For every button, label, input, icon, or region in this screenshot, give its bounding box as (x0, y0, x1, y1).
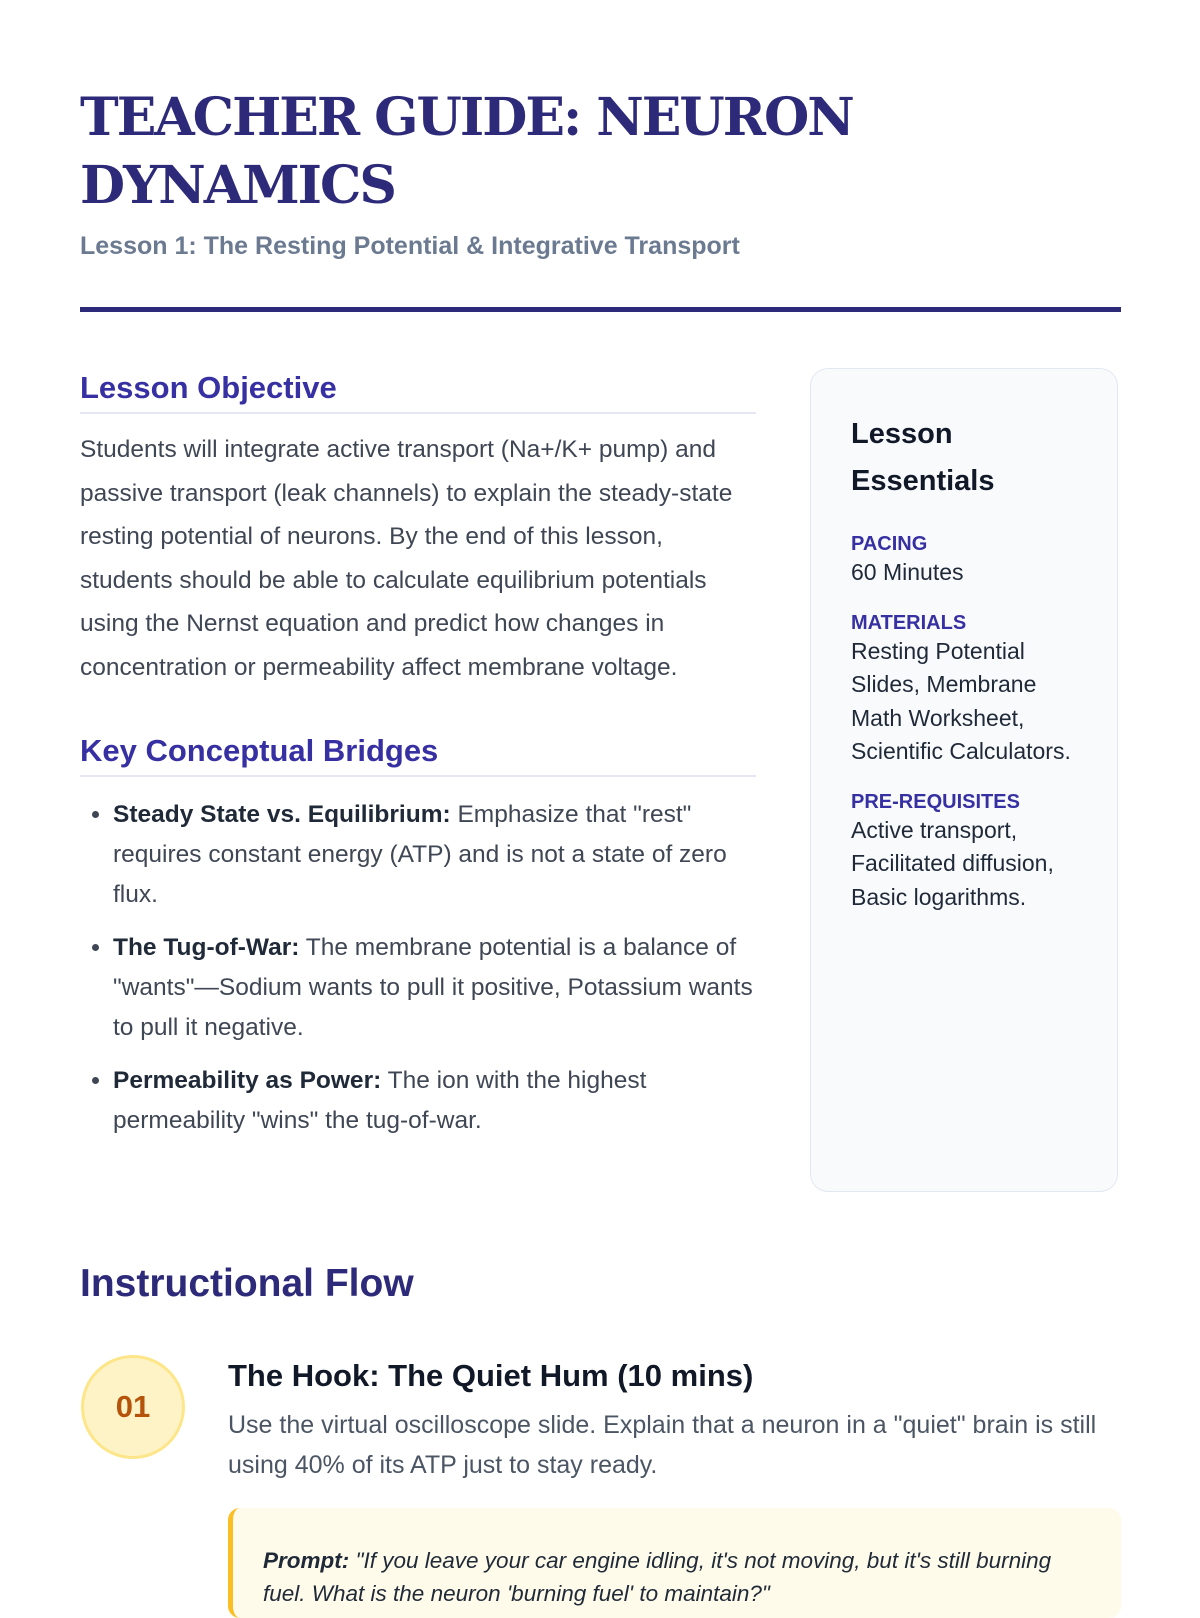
bridge-term: Permeability as Power: (113, 1067, 382, 1094)
list-item (113, 795, 756, 915)
bridge-text: Emphasize that "rest" requires constant energy (ATP) and is not a state of zero flux. (113, 801, 727, 908)
essentials-heading: Lesson Essentials (851, 418, 995, 497)
pacing-value: 60 Minutes (851, 559, 964, 585)
prerequisites-label: PRE-REQUISITES (851, 790, 1020, 813)
materials-value: Resting Potential Slides, Membrane Math Worksheet, Scientific Calculators. (851, 637, 1071, 764)
bridge-text: The ion with the highest permeability "wins" the tug-of-war. (113, 1067, 647, 1134)
list-item (113, 928, 756, 1048)
page-subtitle: Lesson 1: The Resting Potential & Integrative Transport (80, 232, 740, 260)
prompt-text: "If you leave your car engine idling, it's not moving, but it's still burning fuel. What is the neuron 'burning fuel' to maintain?" (263, 1548, 1052, 1606)
bridges-list (80, 795, 756, 1141)
prompt-label: Prompt: (263, 1548, 350, 1573)
instructional-flow-heading: Instructional Flow (80, 1262, 414, 1305)
bridge-term: The Tug-of-War: (113, 934, 300, 961)
prompt-callout (228, 1508, 1121, 1618)
lesson-essentials-card (810, 368, 1118, 1192)
materials-label: MATERIALS (851, 611, 967, 634)
bridge-text: The membrane potential is a balance of "wants"—Sodium wants to pull it positive, Potassium wants to pull it negative. (113, 934, 753, 1041)
header-divider (80, 307, 1121, 312)
list-item (113, 1061, 756, 1141)
objective-heading: Lesson Objective (80, 370, 756, 414)
pacing-label: PACING (851, 533, 928, 555)
step-description: Use the virtual oscilloscope slide. Explain that a neuron in a "quiet" brain is still using 40% of its ATP just to stay ready. (228, 1411, 1097, 1479)
prerequisites-value: Active transport, Facilitated diffusion, Basic logarithms. (851, 816, 1054, 910)
bridge-term: Steady State vs. Equilibrium: (113, 801, 451, 828)
objective-text: Students will integrate active transport (Na+/K+ pump) and passive transport (leak channels) to explain the steady-state resting potential of neurons. By the end of this lesson, students should be able to calculate equilibrium potentials using the Nernst equation and predict how changes in concentration or permeability affect membrane voltage. (80, 436, 733, 681)
main-column (80, 370, 756, 1154)
bridges-heading: Key Conceptual Bridges (80, 733, 756, 777)
step-number-badge: 01 (81, 1355, 185, 1459)
page-title: TEACHER GUIDE: NEURON DYNAMICS (80, 87, 853, 216)
step-title: The Hook: The Quiet Hum (10 mins) (228, 1358, 754, 1393)
